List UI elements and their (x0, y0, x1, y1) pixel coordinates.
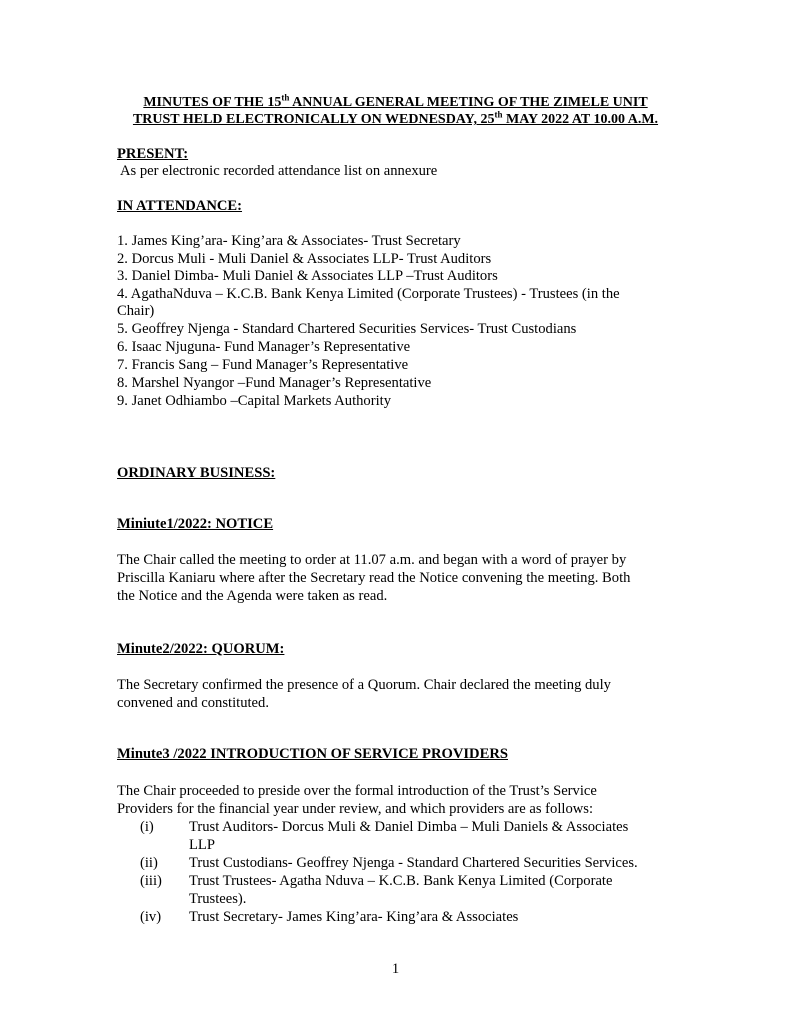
ordinary-business-heading: ORDINARY BUSINESS: (117, 465, 276, 481)
minute3-text-line: The Chair proceeded to preside over the formal introduction of the Trust’s Service (117, 783, 597, 799)
present-text: As per electronic recorded attendance list on annexure (120, 163, 438, 179)
attendance-item: 1. James King’ara- King’ara & Associates- Trust Secretary (117, 233, 461, 249)
minute1-text-line: Priscilla Kaniaru where after the Secretary read the Notice convening the meeting. Both (117, 570, 631, 586)
provider-number: (iii) (140, 873, 162, 889)
attendance-item: 8. Marshel Nyangor –Fund Manager’s Representative (117, 375, 432, 391)
attendance-item: 2. Dorcus Muli - Muli Daniel & Associates LLP- Trust Auditors (117, 251, 492, 267)
document-title-line-1: MINUTES OF THE 15th ANNUAL GENERAL MEETING OF THE ZIMELE UNIT (143, 92, 648, 110)
attendance-item: 4. AgathaNduva – K.C.B. Bank Kenya Limited (Corporate Trustees) - Trustees (in the (117, 286, 620, 302)
document-title-line-2: TRUST HELD ELECTRONICALLY ON WEDNESDAY, 25th MAY 2022 AT 10.00 A.M. (132, 109, 659, 127)
provider-text-continued: Trustees). (189, 891, 247, 907)
minute3-text-line: Providers for the financial year under review, and which providers are as follows: (117, 801, 594, 817)
minute1-heading: Miniute1/2022: NOTICE (117, 516, 274, 532)
minute2-text-line: The Secretary confirmed the presence of a Quorum. Chair declared the meeting duly (117, 677, 611, 693)
minute1-text-line: The Chair called the meeting to order at 11.07 a.m. and began with a word of prayer by (117, 552, 627, 568)
minute3-heading: Minute3 /2022 INTRODUCTION OF SERVICE PROVIDERS (117, 746, 508, 762)
provider-number: (ii) (140, 855, 158, 871)
provider-text: Trust Secretary- James King’ara- King’ara & Associates (189, 909, 519, 925)
attendance-item: 7. Francis Sang – Fund Manager’s Representative (117, 357, 409, 373)
minute2-text-line: convened and constituted. (117, 695, 269, 711)
provider-number: (iv) (140, 909, 162, 925)
provider-number: (i) (140, 819, 154, 835)
page-number: 1 (391, 961, 400, 977)
attendance-item: 3. Daniel Dimba- Muli Daniel & Associates LLP –Trust Auditors (117, 268, 498, 284)
minute1-text-line: the Notice and the Agenda were taken as read. (117, 588, 388, 604)
attendance-item: Chair) (117, 303, 155, 319)
provider-text-continued: LLP (189, 837, 215, 853)
provider-text: Trust Custodians- Geoffrey Njenga - Standard Chartered Securities Services. (189, 855, 638, 871)
provider-text: Trust Auditors- Dorcus Muli & Daniel Dimba – Muli Daniels & Associates (189, 819, 629, 835)
attendance-item: 9. Janet Odhiambo –Capital Markets Authority (117, 393, 391, 409)
provider-text: Trust Trustees- Agatha Nduva – K.C.B. Bank Kenya Limited (Corporate (189, 873, 613, 889)
present-heading: PRESENT: (117, 146, 189, 162)
attendance-item: 6. Isaac Njuguna- Fund Manager’s Representative (117, 339, 411, 355)
attendance-item: 5. Geoffrey Njenga - Standard Chartered Securities Services- Trust Custodians (117, 321, 577, 337)
minute2-heading: Minute2/2022: QUORUM: (117, 641, 285, 657)
attendance-heading: IN ATTENDANCE: (117, 198, 243, 214)
